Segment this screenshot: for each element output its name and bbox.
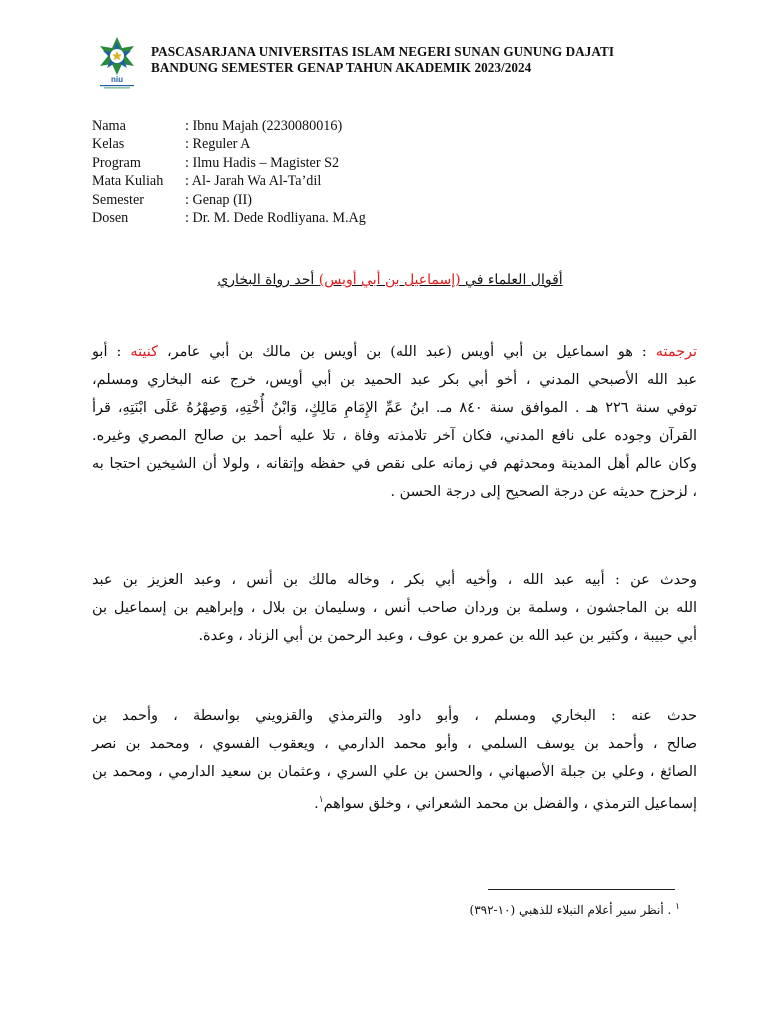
logo-text: niu xyxy=(111,75,123,84)
university-logo xyxy=(92,34,142,90)
footnote-reference[interactable]: ١ xyxy=(318,795,324,805)
info-label: Semester xyxy=(92,191,145,208)
footnote-text: . أنظر سير أعلام النبلاء للذهبي (١٠-٣٩٢) xyxy=(469,903,672,917)
info-value: : Genap (II) xyxy=(185,191,252,208)
info-row-semester xyxy=(92,191,366,209)
title-narrator-name: (إسماعيل بن أبي أويس) xyxy=(318,272,461,288)
paragraph-line: أبي حبيبة ، وكثير بن عبد الله بن عمرو بن عوف ، وعبد الرحمن بن أبي الزناد ، وعدة. xyxy=(198,628,697,644)
paragraph-line: القرآن وجوده على نافع المدني، فكان آخر تلامذته وفاة ، تلا عليه أحمد بن صالح المصري وغيره. xyxy=(92,428,697,444)
paragraph-line xyxy=(92,338,697,366)
footnote xyxy=(380,898,680,919)
info-row-program xyxy=(92,154,366,172)
title-part-1: أقوال العلماء في xyxy=(465,272,563,288)
student-info xyxy=(92,117,366,227)
paragraph-line: وحدث عن : أبيه عبد الله ، وأخيه أبي بكر ، وخاله مالك بن أنس ، وعبد العزيز بن عبد xyxy=(92,572,697,588)
info-value: : Ibnu Majah (2230080016) xyxy=(185,118,343,134)
info-value: : Dr. M. Dede Rodliyana. M.Ag xyxy=(185,210,366,227)
paragraph-students xyxy=(92,702,697,818)
paragraph-line: عبد الله الأصبحي المدني ، أخو أبي بكر عبد الحميد بن أبي أويس، خرج عنه البخاري ومسلم، xyxy=(92,372,697,388)
university-logo-icon xyxy=(92,34,142,90)
paragraph-line: ، لزحزح حديثه عن درجة الصحيح إلى درجة الحسن . xyxy=(390,484,697,500)
text-span: : أبو xyxy=(92,344,122,360)
paragraph-line: الصائغ ، وعلي بن جبلة الأصبهاني ، والحسن بن علي السري ، وعثمان بن سعيد الدارمي ، ومحمد بن xyxy=(92,764,697,780)
info-row-name xyxy=(92,117,366,135)
header-line-2: BANDUNG SEMESTER GENAP TAHUN AKADEMIK 2023/2024 xyxy=(151,60,532,75)
paragraph-line: الله بن الماجشون ، وسلمة بن وردان صاحب أنس ، وسليمان بن بلال ، وإبراهيم بن إسماعيل بن xyxy=(92,600,697,616)
text-span: إسماعيل الترمذي ، والفضل بن محمد الشعراني ، وخلق سواهم xyxy=(323,795,697,812)
paragraph-line xyxy=(92,786,697,818)
paragraph-biography xyxy=(92,338,697,506)
text-span: : هو اسماعيل بن أبي أويس (عبد الله) بن أويس بن مالك بن أبي عامر، xyxy=(166,344,647,360)
label-tarjamah: ترجمته xyxy=(655,344,697,360)
info-row-course xyxy=(92,172,366,190)
document-header xyxy=(151,44,711,76)
paragraph-line: وكان عالم أهل المدينة ومحدثهم في زمانه على نقص في حفظه وإتقانه ، ولولا أن الشيخين احتجا به xyxy=(92,456,697,472)
info-value: : Ilmu Hadis – Magister S2 xyxy=(185,154,340,171)
document-title xyxy=(200,270,580,290)
info-label: Nama xyxy=(92,118,126,134)
paragraph-line: حدث عنه : البخاري ومسلم ، وأبو داود والترمذي والقزويني بواسطة ، وأحمد بن xyxy=(92,708,697,724)
footnote-separator xyxy=(488,889,675,890)
info-label: Program xyxy=(92,154,141,171)
info-label: Kelas xyxy=(92,136,125,153)
info-value: : Reguler A xyxy=(185,136,251,153)
info-label: Mata Kuliah xyxy=(92,173,164,190)
title-part-2: أحد رواة البخاري xyxy=(217,272,315,288)
info-label: Dosen xyxy=(92,210,129,227)
header-line-1: PASCASARJANA UNIVERSITAS ISLAM NEGERI SUNAN GUNUNG DAJATI xyxy=(151,44,615,59)
info-row-class xyxy=(92,135,366,153)
text-span: . xyxy=(314,795,319,812)
info-value: : Al- Jarah Wa Al-Ta’dil xyxy=(185,173,322,190)
paragraph-teachers xyxy=(92,566,697,650)
paragraph-line: توفي سنة ٢٢٦ هـ . الموافق سنة ٨٤٠ مـ. ابنُ عَمِّ الإِمَامِ مَالِكٍ، وَابْنُ أُخْتِهِ، وَصِهْرُهُ عَلَى ابْنَتِهِ، قرأ xyxy=(92,400,697,416)
info-row-lecturer xyxy=(92,209,366,227)
footnote-mark: ١ xyxy=(675,902,680,912)
label-kunyah: كنيته xyxy=(130,344,158,360)
paragraph-line: صالح ، وأحمد بن يوسف السلمي ، وأبو محمد الدارمي ، ويعقوب الفسوي ، ومحمد بن نصر xyxy=(92,736,697,752)
